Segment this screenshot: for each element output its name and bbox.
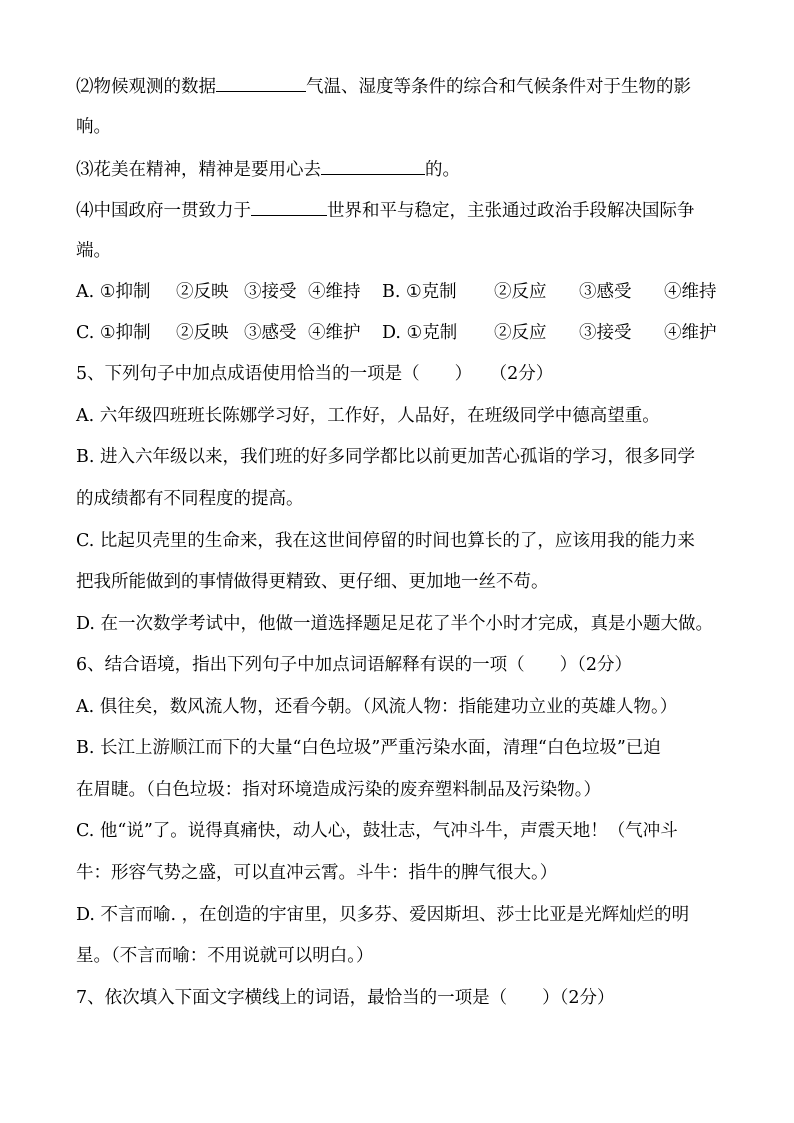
answer-blank[interactable] (216, 74, 306, 92)
answer-blank[interactable] (321, 157, 425, 175)
option-d-3: ③接受 (579, 323, 632, 343)
option-b-1[interactable]: B. ①克制 (382, 282, 457, 302)
q4-item2-continuation: 响。 (76, 117, 111, 137)
option-b-4: ④维持 (664, 282, 717, 302)
q4-item4 (76, 198, 695, 220)
answer-blank[interactable] (251, 198, 327, 216)
q6-option-b[interactable]: B. 长江上游顺江而下的大量“白色垃圾”严重污染水面，清理“白色垃圾”已迫 (76, 738, 661, 758)
q5-option-b-continuation: 的成绩都有不同程度的提高。 (76, 489, 304, 509)
option-c-1[interactable]: C. ①抑制 (76, 323, 151, 343)
option-c-4: ④维护 (308, 323, 361, 343)
option-d-4: ④维护 (664, 323, 717, 343)
q4-item4-text-b: 世界和平与稳定，主张通过政治手段解决国际争 (327, 201, 695, 221)
q5-stem: 5、下列句子中加点成语使用恰当的一项是（ ） （2分） (76, 364, 554, 384)
option-b-2: ②反应 (494, 282, 547, 302)
q5-option-c-continuation: 把我所能做到的事情做得更精致、更仔细、更加地一丝不苟。 (76, 572, 549, 592)
option-a-4: ④维持 (308, 282, 361, 302)
option-b-3: ③感受 (579, 282, 632, 302)
q7-stem: 7、依次填入下面文字横线上的词语，最恰当的一项是（ ）（2分） (76, 988, 615, 1008)
q4-item2-text-b: 气温、湿度等条件的综合和气候条件对于生物的影 (306, 77, 691, 97)
option-c-3: ③感受 (244, 323, 297, 343)
q4-item2-text-a: ⑵物候观测的数据 (76, 77, 216, 97)
q4-item3 (76, 157, 460, 179)
q6-option-b-continuation: 在眉睫。（白色垃圾：指对环境造成污染的废弃塑料制品及污染物。） (76, 780, 601, 800)
q5-option-d[interactable]: D. 在一次数学考试中，他做一道选择题足足花了半个小时才完成，真是小题大做。 (76, 614, 714, 634)
option-d-2: ②反应 (494, 323, 547, 343)
q4-item2 (76, 74, 691, 96)
q4-item4-text-a: ⑷中国政府一贯致力于 (76, 201, 251, 221)
option-d-1[interactable]: D. ①克制 (382, 323, 458, 343)
q6-option-a[interactable]: A. 俱往矣，数风流人物，还看今朝。（风流人物：指能建功立业的英雄人物。） (76, 697, 678, 717)
q4-item3-text-b: 的。 (425, 160, 460, 180)
option-a-3: ③接受 (244, 282, 297, 302)
q6-option-d[interactable]: D. 不言而喻. ，在创造的宇宙里，贝多芬、爱因斯坦、莎士比亚是光辉灿烂的明 (76, 905, 690, 925)
q6-stem: 6、结合语境，指出下列句子中加点词语解释有误的一项（ ）（2分） (76, 655, 633, 675)
q4-item4-continuation: 端。 (76, 241, 111, 261)
q4-item3-text-a: ⑶花美在精神，精神是要用心去 (76, 160, 321, 180)
q5-option-b[interactable]: B. 进入六年级以来，我们班的好多同学都比以前更加苦心孤诣的学习，很多同学 (76, 447, 695, 467)
q5-option-a[interactable]: A. 六年级四班班长陈娜学习好，工作好，人品好，在班级同学中德高望重。 (76, 406, 660, 426)
q6-option-c[interactable]: C. 他“说”了。说得真痛快，动人心，鼓壮志，气冲斗牛，声震天地！（气冲斗 (76, 821, 678, 841)
option-a-1[interactable]: A. ①抑制 (76, 282, 151, 302)
option-a-2: ②反映 (176, 282, 229, 302)
q5-option-c[interactable]: C. 比起贝壳里的生命来，我在这世间停留的时间也算长的了，应该用我的能力来 (76, 531, 695, 551)
q6-option-d-continuation: 星。（不言而喻：不用说就可以明白。） (76, 946, 374, 966)
q6-option-c-continuation: 牛：形容气势之盛，可以直冲云霄。斗牛：指牛的脾气很大。） (76, 863, 558, 883)
option-c-2: ②反映 (176, 323, 229, 343)
